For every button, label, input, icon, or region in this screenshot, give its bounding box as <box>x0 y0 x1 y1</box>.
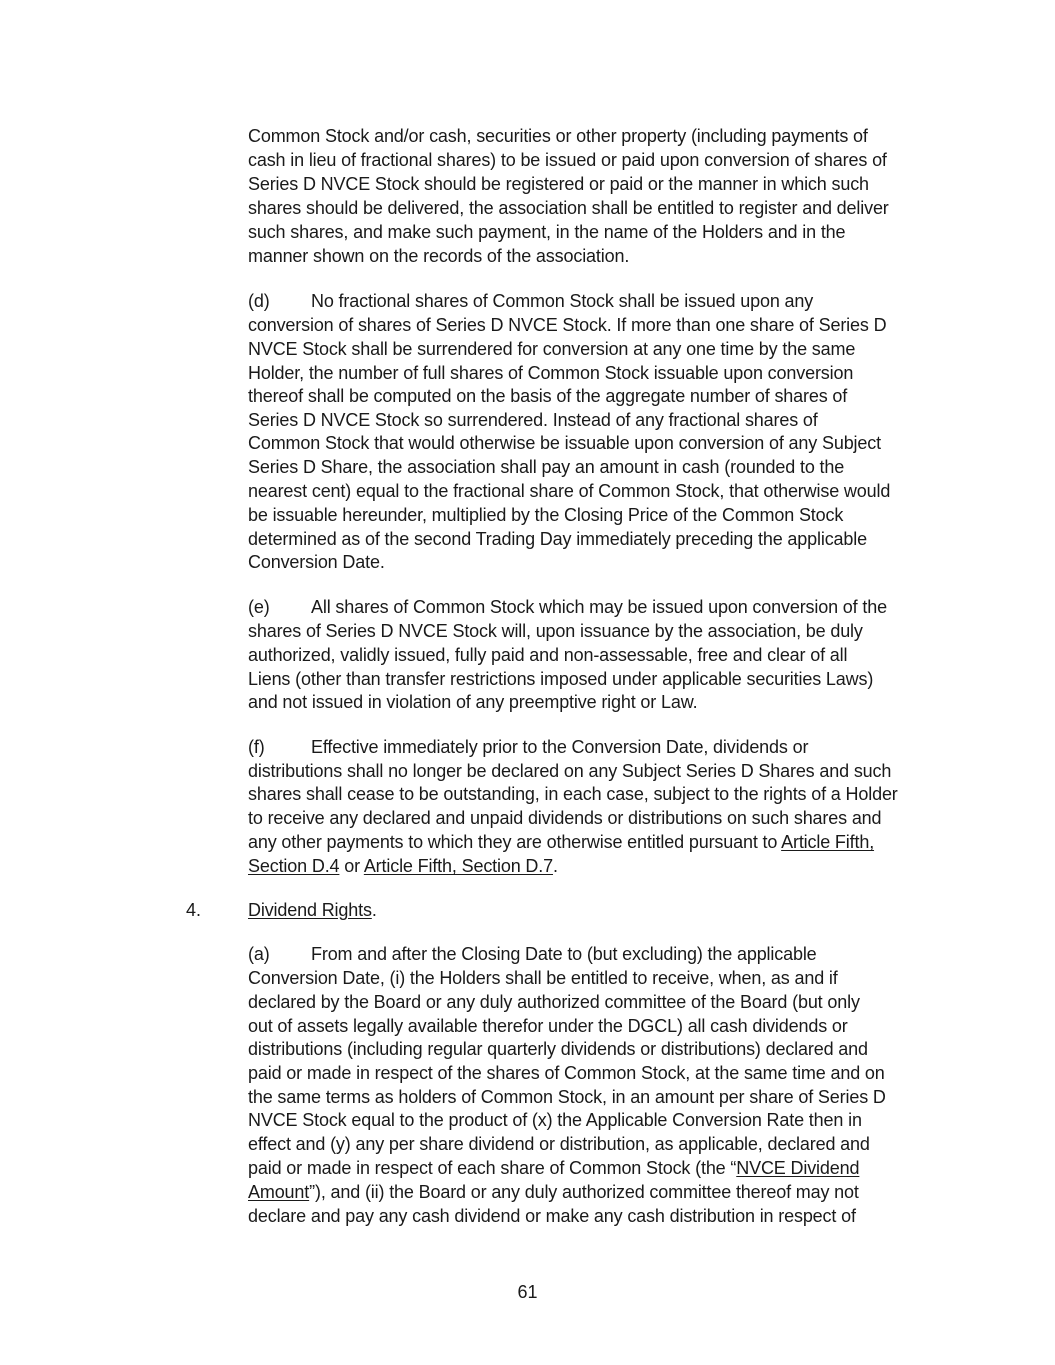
text-line: declared by the Board or any duly authorized committee of the Board (but only <box>248 992 860 1012</box>
text-span: paid or made in respect of each share of Common Stock (the “ <box>248 1158 737 1178</box>
text-line: authorized, validly issued, fully paid and non-assessable, free and clear of all <box>248 645 848 665</box>
text-line: out of assets legally available therefor under the DGCL) all cash dividends or <box>248 1016 848 1036</box>
text-line: nearest cent) equal to the fractional share of Common Stock, that otherwise would <box>248 481 891 501</box>
defined-term-nvce-dividend: NVCE Dividend <box>736 1158 860 1178</box>
paragraph-label: (e) <box>248 597 270 617</box>
text-span: . <box>371 900 377 920</box>
text-line: shares of Series D NVCE Stock will, upon issuance by the association, be duly <box>248 621 863 641</box>
text-line: be issuable hereunder, multiplied by the Closing Price of the Common Stock <box>248 505 844 525</box>
text-span: . <box>553 856 558 876</box>
text-span: or <box>339 856 364 876</box>
text-line: Series D NVCE Stock should be registered or paid or the manner in which such <box>248 174 869 194</box>
text-line: shares should be delivered, the association shall be entitled to register and deliver <box>248 198 889 218</box>
paragraph-f-first-line <box>248 735 808 759</box>
text-line: manner shown on the records of the association. <box>248 246 630 266</box>
text-span: No fractional shares of Common Stock shall be issued upon any <box>311 291 814 311</box>
text-line: to receive any declared and unpaid dividends or distributions on such shares and <box>248 808 882 828</box>
cross-reference-section-d4: Section D.4 <box>248 856 340 876</box>
page-number: 61 <box>517 1282 538 1302</box>
defined-term-amount: Amount <box>248 1182 310 1202</box>
cross-reference-section-d7: Article Fifth, Section D.7 <box>363 856 553 876</box>
text-line: such shares, and make such payment, in the name of the Holders and in the <box>248 222 846 242</box>
text-line: NVCE Stock equal to the product of (x) the Applicable Conversion Rate then in <box>248 1110 862 1130</box>
paragraph-e-first-line <box>248 595 887 619</box>
text-line <box>248 854 558 878</box>
paragraph-label: (d) <box>248 291 270 311</box>
text-line: declare and pay any cash dividend or make any cash distribution in respect of <box>248 1206 856 1226</box>
text-line <box>248 1180 859 1204</box>
text-line: Series D Share, the association shall pay an amount in cash (rounded to the <box>248 457 845 477</box>
text-line: Conversion Date. <box>248 552 385 572</box>
text-span: Effective immediately prior to the Conversion Date, dividends or <box>311 737 809 757</box>
text-line: distributions (including regular quarterly dividends or distributions) declared and <box>248 1039 868 1059</box>
cross-reference-article-fifth: Article Fifth, <box>781 832 875 852</box>
text-line <box>248 830 874 854</box>
section-number: 4. <box>186 900 202 920</box>
paragraph-d-first-line <box>248 289 813 313</box>
text-span: From and after the Closing Date to (but excluding) the applicable <box>311 944 817 964</box>
section-title: Dividend Rights <box>248 900 372 920</box>
text-line: Conversion Date, (i) the Holders shall be entitled to receive, when, as and if <box>248 968 838 988</box>
text-line: and not issued in violation of any preemptive right or Law. <box>248 692 698 712</box>
section-heading <box>248 898 377 922</box>
text-line: Common Stock and/or cash, securities or other property (including payments of <box>248 126 868 146</box>
text-line: Common Stock that would otherwise be issuable upon conversion of any Subject <box>248 433 881 453</box>
text-line: determined as of the second Trading Day immediately preceding the applicable <box>248 529 867 549</box>
paragraph-label: (a) <box>248 944 270 964</box>
text-line: shares shall cease to be outstanding, in each case, subject to the rights of a Holder <box>248 784 898 804</box>
text-line: Series D NVCE Stock so surrendered. Instead of any fractional shares of <box>248 410 818 430</box>
text-line <box>248 1156 859 1180</box>
text-line: conversion of shares of Series D NVCE Stock. If more than one share of Series D <box>248 315 887 335</box>
paragraph-a-first-line <box>248 942 817 966</box>
text-span: All shares of Common Stock which may be issued upon conversion of the <box>311 597 887 617</box>
text-line: distributions shall no longer be declared on any Subject Series D Shares and such <box>248 761 892 781</box>
text-span: any other payments to which they are otherwise entitled pursuant to <box>248 832 782 852</box>
text-line: effect and (y) any per share dividend or distribution, as applicable, declared and <box>248 1134 870 1154</box>
text-line: thereof shall be computed on the basis of the aggregate number of shares of <box>248 386 848 406</box>
text-line: NVCE Stock shall be surrendered for conversion at any one time by the same <box>248 339 856 359</box>
text-line: Liens (other than transfer restrictions imposed under applicable securities Laws) <box>248 669 874 689</box>
text-line: cash in lieu of fractional shares) to be issued or paid upon conversion of shares of <box>248 150 887 170</box>
text-line: Holder, the number of full shares of Common Stock issuable upon conversion <box>248 363 854 383</box>
text-line: the same terms as holders of Common Stock, in an amount per share of Series D <box>248 1087 886 1107</box>
paragraph-label: (f) <box>248 737 265 757</box>
text-line: paid or made in respect of the shares of Common Stock, at the same time and on <box>248 1063 885 1083</box>
text-span: ”), and (ii) the Board or any duly authorized committee thereof may not <box>309 1182 859 1202</box>
